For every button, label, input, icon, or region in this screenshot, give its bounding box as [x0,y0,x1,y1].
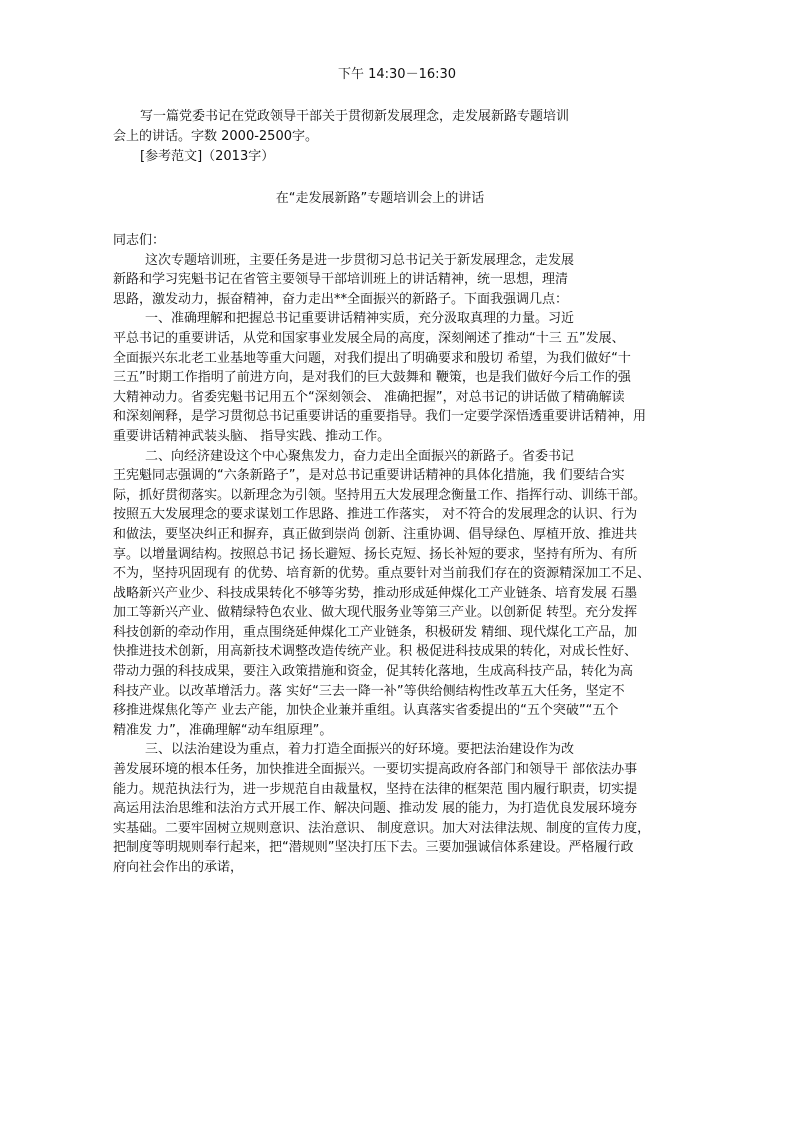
body-line: 大精神动力。省委宪魁书记用五个“深刻领会、 准确把握”，对总书记的讲话做了精确解读 [113,389,625,405]
body-line: 际，抓好贯彻落实。以新理念为引领。坚持用五大发展理念衡量工作、指挥行动、训练干部。 [113,487,647,503]
body-line: 新路和学习宪魁书记在省管主要领导干部培训班上的讲话精神，统一思想，理清 [113,272,569,288]
body-line: 移推进煤焦化等产 业去产能，加快企业兼并重组。认真落实省委提出的“五个突破”“五个 [113,703,619,719]
section-heading-3: 三、以法治建设为重点，着力打造全面振兴的好环境。要把法治建设作为改 [145,742,575,758]
body-line: 科技产业。以改革增活力。落 实好“三去一降一补”等供给侧结构性改革五大任务，坚定不 [113,683,625,699]
body-line: 不为，坚持巩固现有 的优势、培育新的优势。重点要针对当前我们存在的资源精深加工不足、 [113,566,651,582]
body-line: 府向社会作出的承诺， [113,860,244,875]
body-line: 王宪魁同志强调的“六条新路子”，是对总书记重要讲话精神的具体化措施，我 们要结合实 [113,468,625,484]
prompt-line-2: 会上的讲话。字数 2000-2500字。 [113,129,318,144]
body-line: 和深刻阐释，是学习贯彻总书记重要讲话的重要指导。我们一定要学深悟透重要讲话精神，用 [113,409,647,425]
body-line: 按照五大发展理念的要求谋划工作思路、推进工作落实， 对不符合的发展理念的认识、行为 [113,507,638,523]
section-heading-1: 一、准确理解和把握总书记重要讲话精神实质，充分汲取真理的力量。习近 [145,311,575,327]
session-time: 下午 14:30－16:30 [337,67,457,82]
body-line: 带动力强的科技成果，要注入政策措施和资金，促其转化落地，生成高科技产品，转化为高 [113,664,634,680]
body-line: 高运用法治思维和法治方式开展工作、解决问题、推动发 展的能力，为打造优良发展环境夯 [113,801,638,817]
prompt-line-1: 写一篇党委书记在党政领导干部关于贯彻新发展理念，走发展新路专题培训 [140,109,570,124]
body-line: 能力。规范执法行为，进一步规范自由裁量权，坚持在法律的框架范 围内履行职责，切实提 [113,781,638,797]
section-heading-2: 二、向经济建设这个中心聚焦发力，奋力走出全面振兴的新路子。省委书记 [145,448,575,464]
body-line: 和做法，要坚决纠正和摒弃，真正做到崇尚 创新、注重协调、倡导绿色、厚植开放、推进共 [113,526,638,542]
speech-title: 在“走发展新路”专题培训会上的讲话 [275,191,485,206]
body-line: 这次专题培训班，主要任务是进一步贯彻习总书记关于新发展理念，走发展 [145,252,575,268]
body-line: 三五”时期工作指明了前进方向，是对我们的巨大鼓舞和 鞭策，也是我们做好今后工作的强 [113,370,631,386]
body-line: 把制度等明规则奉行起来，把“潜规则”坚决打压下去。三要加强诚信体系建设。严格履行政 [113,840,634,856]
body-line: 重要讲话精神武装头脑、 指导实践、推动工作。 [113,428,391,444]
body-line: 加工等新兴产业、做精绿特色农业、做大现代服务业等第三产业。以创新促 转型。充分发挥 [113,605,638,621]
body-line: 精准发 力”，准确理解“动车组原理”。 [113,722,333,738]
body-line: 善发展环境的根本任务，加快推进全面振兴。一要切实提高政府各部门和领导干 部依法办事 [113,762,638,778]
speech-body [113,231,693,878]
body-line: 实基础。二要牢固树立规则意识、法治意识、 制度意识。加大对法律法规、制度的宣传力度， [113,820,651,836]
body-line: 快推进技术创新，用高新技术调整改造传统产业。积 极促进科技成果的转化，对成长性好、 [113,644,638,660]
body-line: 平总书记的重要讲话，从党和国家事业发展全局的高度，深刻阐述了推动“十三 五”发展、 [113,330,625,346]
body-line: 科技创新的牵动作用，重点围绕延伸煤化工产业链条，积极研发 精细、现代煤化工产品，加 [113,624,638,640]
reference-label: [参考范文]（2013字） [140,149,275,164]
body-line: 享。以增量调结构。按照总书记 扬长避短、扬长克短、扬长补短的要求，坚持有所为、有所 [113,546,638,562]
body-line: 全面振兴东北老工业基地等重大问题，对我们提出了明确要求和殷切 希望，为我们做好“十 [113,350,631,366]
body-line: 战略新兴产业少、科技成果转化不够等劣势，推动形成延伸煤化工产业链条、培育发展 石墨 [113,585,638,601]
salutation: 同志们： [113,233,166,248]
body-line: 思路，激发动力，振奋精神，奋力走出**全面振兴的新路子。下面我强调几点： [113,291,569,307]
assignment-prompt [113,107,673,167]
